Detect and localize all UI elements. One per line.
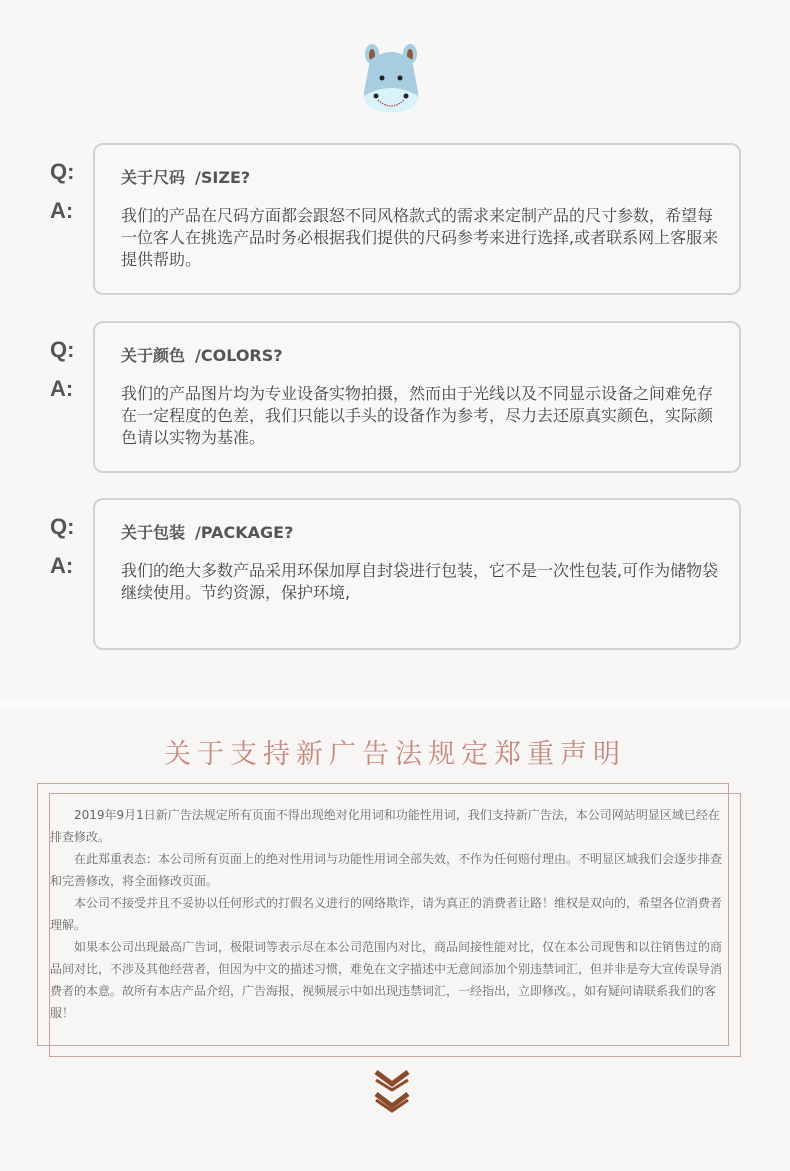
faq-title — [121, 520, 293, 543]
faq-package — [0, 498, 790, 650]
faq-answer: 我们的绝大多数产品采用环保加厚自封袋进行包装，它不是一次性包装,可作为储物袋继续使用。节约资源，保护环境, — [121, 561, 719, 602]
q-label: Q: — [50, 337, 75, 362]
title-en: /PACKAGE? — [195, 523, 294, 542]
faq-title — [121, 165, 250, 188]
q-label: Q: — [50, 159, 75, 184]
title-cn: 关于颜色 — [121, 346, 186, 365]
faq-answer: 我们的产品图片均为专业设备实物拍摄，然而由于光线以及不同显示设备之间难免存在一定程度的色差，我们只能以手头的设备作为参考，尽力去还原真实颜色，实际颜色请以实物为基准。 — [121, 384, 714, 447]
title-en: /COLORS? — [195, 346, 283, 365]
declaration-paragraph: 在此郑重表态：本公司所有页面上的绝对性用词与功能性用词全部失效，不作为任何赔付理由。不明显区域我们会逐步排查和完善修改，将全面修改页面。 — [50, 852, 723, 888]
title-cn: 关于包装 — [121, 523, 186, 542]
declaration-title: 关于支持新广告法规定郑重声明 — [164, 739, 626, 770]
a-label: A: — [50, 198, 74, 223]
faq-title — [121, 343, 283, 366]
title-en: /SIZE? — [195, 168, 251, 187]
declaration-paragraph: 如果本公司出现最高广告词，极限词等表示尽在本公司范围内对比，商品间接性能对比，仅在本公司现售和以往销售过的商品间对比，不涉及其他经营者，但因为中文的描述习惯，难免在文字描述中无意间添加个别违禁词汇，但并非是夸大宣传误导消费者的本意。故所有本店产品介绍，广告海报，视频展示中如出现违禁词汇，一经指出，立即修改。，如有疑问请联系我们的客服！ — [50, 940, 723, 1020]
q-label: Q: — [50, 514, 75, 539]
declaration-paragraph: 2019年9月1日新广告法规定所有页面不得出现绝对化用词和功能性用词，我们支持新广告法，本公司网站明显区域已经在排查修改。 — [50, 808, 720, 844]
faq-box — [93, 321, 741, 473]
double-chevron-down-icon — [372, 1068, 412, 1114]
a-label: A: — [50, 376, 74, 401]
faq-colors — [0, 321, 790, 473]
faq-box — [93, 498, 741, 650]
faq-box — [93, 143, 741, 295]
title-cn: 关于尺码 — [121, 168, 186, 187]
hippo-mascot-icon — [358, 40, 424, 116]
declaration-paragraph: 本公司不接受并且不妥协以任何形式的打假名义进行的网络欺诈，请为真正的消费者让路！维权是双向的，希望各位消费者理解。 — [50, 896, 723, 932]
faq-answer: 我们的产品在尺码方面都会跟怒不同风格款式的需求来定制产品的尺寸参数，希望每一位客人在挑选产品时务必根据我们提供的尺码参考来进行选择,或者联系网上客服来提供帮助。 — [121, 206, 719, 269]
divider — [0, 700, 790, 708]
faq-size — [0, 143, 790, 295]
declaration-body — [50, 804, 726, 1024]
a-label: A: — [50, 553, 74, 578]
